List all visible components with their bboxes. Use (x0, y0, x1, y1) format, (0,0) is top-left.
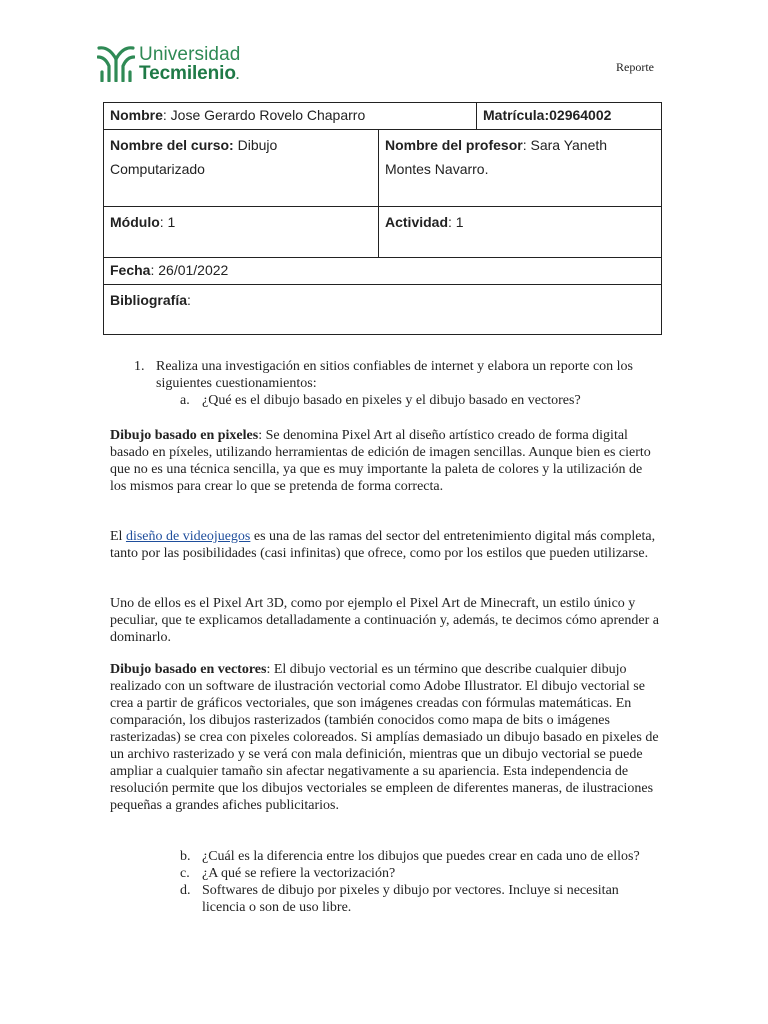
question-text: ¿A qué se refiere la vectorización? (202, 866, 396, 881)
student-info-table (103, 102, 662, 335)
nombre-value: : Jose Gerardo Rovelo Chaparro (162, 107, 366, 123)
list-number: 1. (134, 359, 145, 374)
bibliografia-label: Bibliografía (110, 292, 188, 308)
bibliografia-value: : (187, 292, 191, 308)
actividad-cell (378, 207, 661, 257)
paragraph-text: : Se denomina Pixel Art al diseño artístico creado de forma digital basado en píxeles, utilizando herramientas de edición de imagen sencillas. Aunque bien es cierto que no es una técnica sencilla, ya que es muy importante la paleta de colores y la utilización de los mismos para crear lo que se pretenda de forma correcta. (110, 428, 651, 494)
curso-label: Nombre del curso: (110, 137, 234, 153)
paragraph-vectores (110, 661, 660, 814)
document-type-label: Reporte (616, 60, 654, 74)
nombre-cell (104, 103, 476, 129)
paragraph-heading: Dibujo basado en pixeles (110, 428, 259, 443)
profesor-value: : Sara Yaneth Montes Navarro. (385, 137, 608, 177)
table-row (104, 103, 661, 130)
paragraph-videojuegos (110, 528, 660, 562)
question-text: ¿Qué es el dibujo basado en pixeles y el dibujo basado en vectores? (202, 393, 581, 408)
paragraph-pixeles (110, 427, 660, 495)
fecha-label: Fecha (110, 262, 151, 278)
tecmilenio-logo (97, 44, 247, 84)
paragraph-text: : El dibujo vectorial es un término que describe cualquier dibujo realizado con un software de ilustración vectorial como Adobe Illustrator. El dibujo vectorial se crea a partir de gráficos vectoriales, que son imágenes creadas con fórmulas matemáticas. En comparación, los dibujos rasterizados (también conocidos como mapa de bits o imágenes rasterizadas) se crea con pixeles coloreados. Si amplías demasiado un dibujo basado en pixeles de un archivo rasterizado y se verá con mala definición, mientras que un dibujo vectorial se puede ampliar a cualquier tamaño sin afectar negativamente a su apariencia. Esta independencia de resolución permite que los dibujos vectoriales se empleen de diferentes maneras, de ilustraciones pequeñas a grandes afiches publicitarios. (110, 662, 659, 813)
paragraph-heading: Dibujo basado en vectores (110, 662, 267, 677)
question-text: Softwares de dibujo por pixeles y dibujo por vectores. Incluye si necesitan licencia o son de uso libre. (202, 883, 619, 915)
actividad-label: Actividad (385, 214, 449, 230)
modulo-label: Módulo (110, 214, 160, 230)
logo-line2: Tecmilenio. (139, 63, 240, 84)
list-letter: a. (180, 393, 190, 408)
matricula-label: Matrícula:02964002 (483, 107, 612, 123)
logo-line1: Universidad (139, 44, 241, 65)
list-item (110, 848, 660, 865)
nombre-label: Nombre (110, 107, 163, 123)
list-letter: b. (180, 849, 191, 864)
list-item (110, 358, 660, 392)
table-row (104, 285, 661, 334)
paragraph-pixel-art-3d (110, 595, 660, 646)
question-1 (110, 358, 660, 409)
logo-wordmark (139, 45, 240, 85)
question-text: Realiza una investigación en sitios confiables de internet y elabora un reporte con los siguientes cuestionamientos: (156, 359, 634, 391)
list-letter: c. (180, 866, 190, 881)
paragraph-text: es una de las ramas del sector del entretenimiento digital más completa, tanto por las posibilidades (casi infinitas) que ofrece, como por los estilos que pueden utilizarse. (110, 529, 656, 561)
fecha-value: : 26/01/2022 (150, 262, 229, 278)
list-item (110, 392, 660, 409)
list-item (110, 865, 660, 882)
profesor-label: Nombre del profesor (385, 137, 523, 153)
table-row (104, 258, 661, 285)
matricula-cell (476, 103, 661, 129)
tecmilenio-logo-icon (97, 44, 135, 82)
modulo-value: : 1 (159, 214, 176, 230)
bibliografia-cell[interactable] (104, 285, 661, 334)
paragraph-text: Uno de ellos es el Pixel Art 3D, como por ejemplo el Pixel Art de Minecraft, un estilo único y peculiar, que te explicamos detalladamente a continuación y, además, te decimos cómo aprender a dominarlo. (110, 596, 659, 645)
list-letter: d. (180, 883, 191, 898)
actividad-value: : 1 (448, 214, 464, 230)
table-row (104, 207, 661, 258)
videojuegos-link[interactable]: diseño de videojuegos (125, 529, 251, 544)
curso-value: Dibujo Computarizado (110, 137, 278, 177)
profesor-cell (378, 130, 661, 206)
fecha-cell (104, 258, 661, 284)
paragraph-prefix: El (110, 529, 126, 544)
list-item (110, 882, 660, 916)
question-text: ¿Cuál es la diferencia entre los dibujos que puedes crear en cada uno de ellos? (202, 849, 640, 864)
modulo-cell (104, 207, 378, 257)
curso-cell (104, 130, 378, 206)
remaining-questions (110, 848, 660, 916)
table-row (104, 130, 661, 207)
